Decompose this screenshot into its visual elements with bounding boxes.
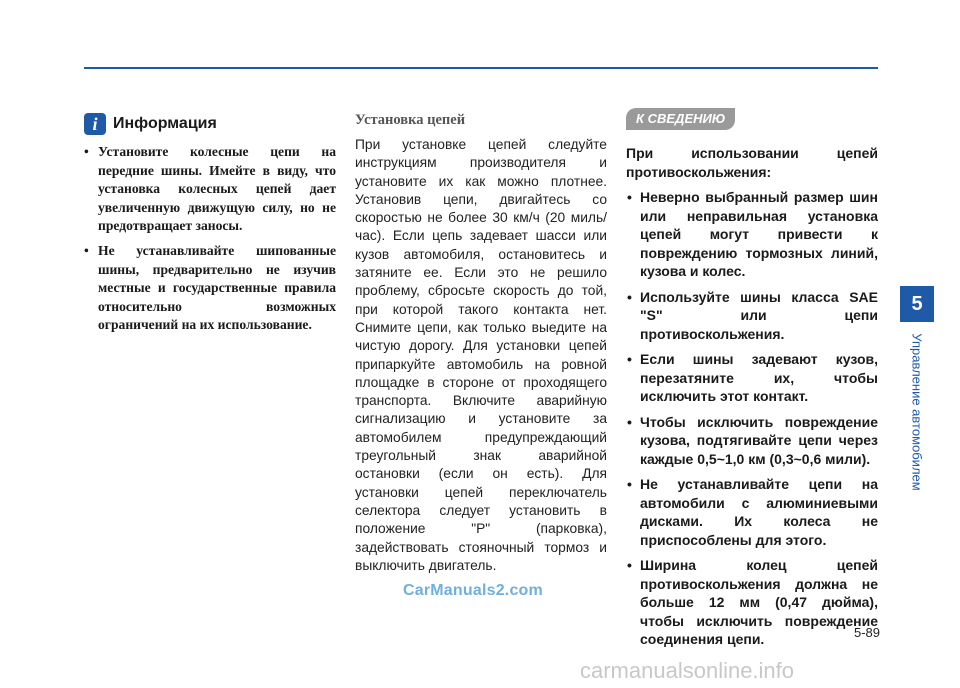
notice-intro: При использовании цепей противоскольжения: xyxy=(626,145,878,180)
page-number: 5-89 xyxy=(853,625,880,640)
chapter-tab: 5 xyxy=(900,286,934,322)
info-title: Информация xyxy=(113,115,217,132)
notice-list xyxy=(626,188,878,649)
top-rule xyxy=(84,67,878,69)
notice-item: • Используйте шины класса SAE "S" или цепи противоскольжения. xyxy=(626,288,878,344)
notice-item: • Чтобы исключить повреждение кузова, подтягивайте цепи через каждые 0,5~1,0 км (0,3~0,6 мили). xyxy=(626,413,878,469)
notice-item: • Не устанавливайте цепи на автомобили с алюминиевыми дисками. Их колеса не приспособлены для этого. xyxy=(626,475,878,549)
info-list xyxy=(84,143,336,335)
watermark-carmanuals: CarManuals2.com xyxy=(403,582,543,599)
notice-item: • Ширина колец цепей противоскольжения должна не больше 12 мм (0,47 дюйма), чтобы исключить повреждение соединения цепи. xyxy=(626,556,878,649)
info-column xyxy=(84,106,336,335)
notice-badge: К СВЕДЕНИЮ xyxy=(626,108,735,130)
watermark-carmanualsonline: carmanualsonline.info xyxy=(580,658,795,683)
notice-item: • Если шины задевают кузов, перезатяните их, чтобы исключить этот контакт. xyxy=(626,350,878,406)
section-title: Установка цепей xyxy=(355,112,466,128)
info-item: • Не устанавливайте шипованные шины, предварительно не изучив местные и государственные правила относительно возможных ограничений на их использование. xyxy=(84,242,336,335)
info-icon: i xyxy=(84,113,106,135)
info-item: • Установите колесные цепи на передние шины. Имейте в виду, что установка колесных цепей дает увеличенную движущую силу, но не предотвращает заносы. xyxy=(84,143,336,236)
chapter-label: Управление автомобилем xyxy=(909,333,925,491)
notice-column xyxy=(626,106,878,649)
install-paragraph: При установке цепей следуйте инструкциям производителя и установите их как можно плотнее. Установив цепи, двигайтесь со скоростью не более 30 км/ч (20 миль/час). Если цепь задевает шасси или кузов автомобиля, остановитесь и затяните ее. Если это не решило проблему, сбросьте скорость до той, при которой такого контакта нет. Снимите цепи, как только выедите на чистую дорогу. Для установки цепей припаркуйте автомобиль на ровной площадке в стороне от проходящего транспорта. Включите аварийную сигнализацию и установите за автомобилем предупреждающий треугольный знак аварийной остановки (если он есть). Для установки цепей переключатель селектора следует установить в положение "P" (парковка), задействовать стояночный тормоз и выключить двигатель. xyxy=(355,137,607,573)
notice-item: • Неверно выбранный размер шин или неправильная установка цепей могут привести к повреждению тормозных линий, кузова и колес. xyxy=(626,188,878,281)
info-header xyxy=(84,111,336,137)
install-column xyxy=(355,106,607,575)
